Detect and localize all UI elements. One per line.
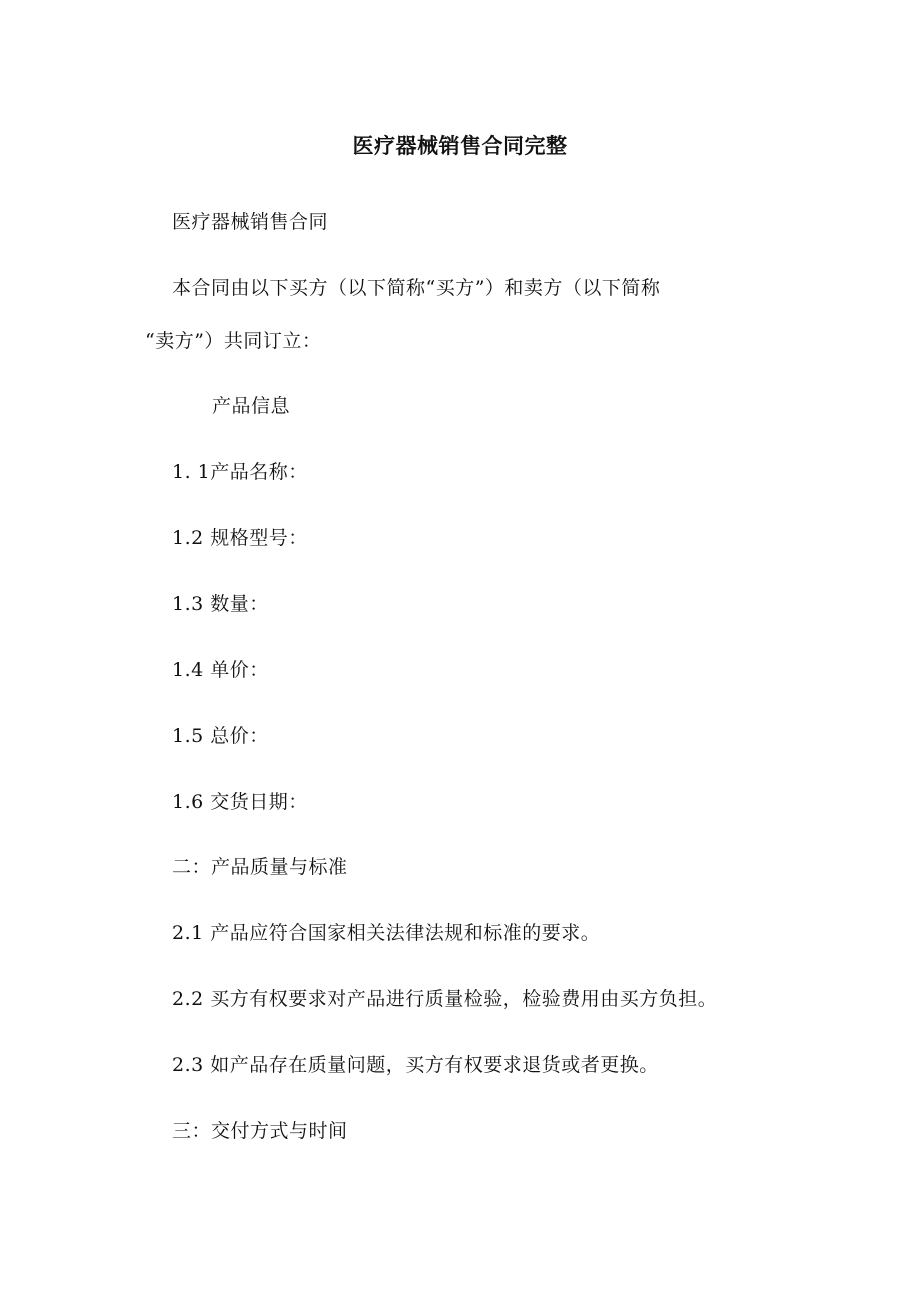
intro-paragraph-line-1: 本合同由以下买方（以下简称“买方”）和卖方（以下简称: [172, 277, 661, 299]
section-heading-quality: 二：产品质量与标准: [172, 856, 348, 878]
section-heading-delivery: 三：交付方式与时间: [172, 1120, 348, 1142]
section-heading-product-info: 产品信息: [212, 395, 291, 417]
clause-quantity: 1.3 数量：: [172, 593, 269, 615]
clause-product-name: 1. 1产品名称：: [172, 461, 308, 483]
clause-total-price: 1.5 总价：: [172, 725, 269, 747]
clause-2-2: 2.2 买方有权要求对产品进行质量检验，检验费用由买方负担。: [172, 988, 718, 1010]
clause-unit-price: 1.4 单价：: [172, 659, 269, 681]
document-title: 医疗器械销售合同完整: [352, 134, 568, 158]
intro-paragraph-line-2: “卖方”）共同订立：: [145, 330, 322, 352]
clause-delivery-date: 1.6 交货日期：: [172, 791, 308, 813]
clause-2-1: 2.1 产品应符合国家相关法律法规和标准的要求。: [172, 922, 601, 944]
contract-subtitle: 医疗器械销售合同: [172, 211, 329, 233]
clause-2-3: 2.3 如产品存在质量问题，买方有权要求退货或者更换。: [172, 1054, 659, 1076]
clause-spec-model: 1.2 规格型号：: [172, 527, 308, 549]
